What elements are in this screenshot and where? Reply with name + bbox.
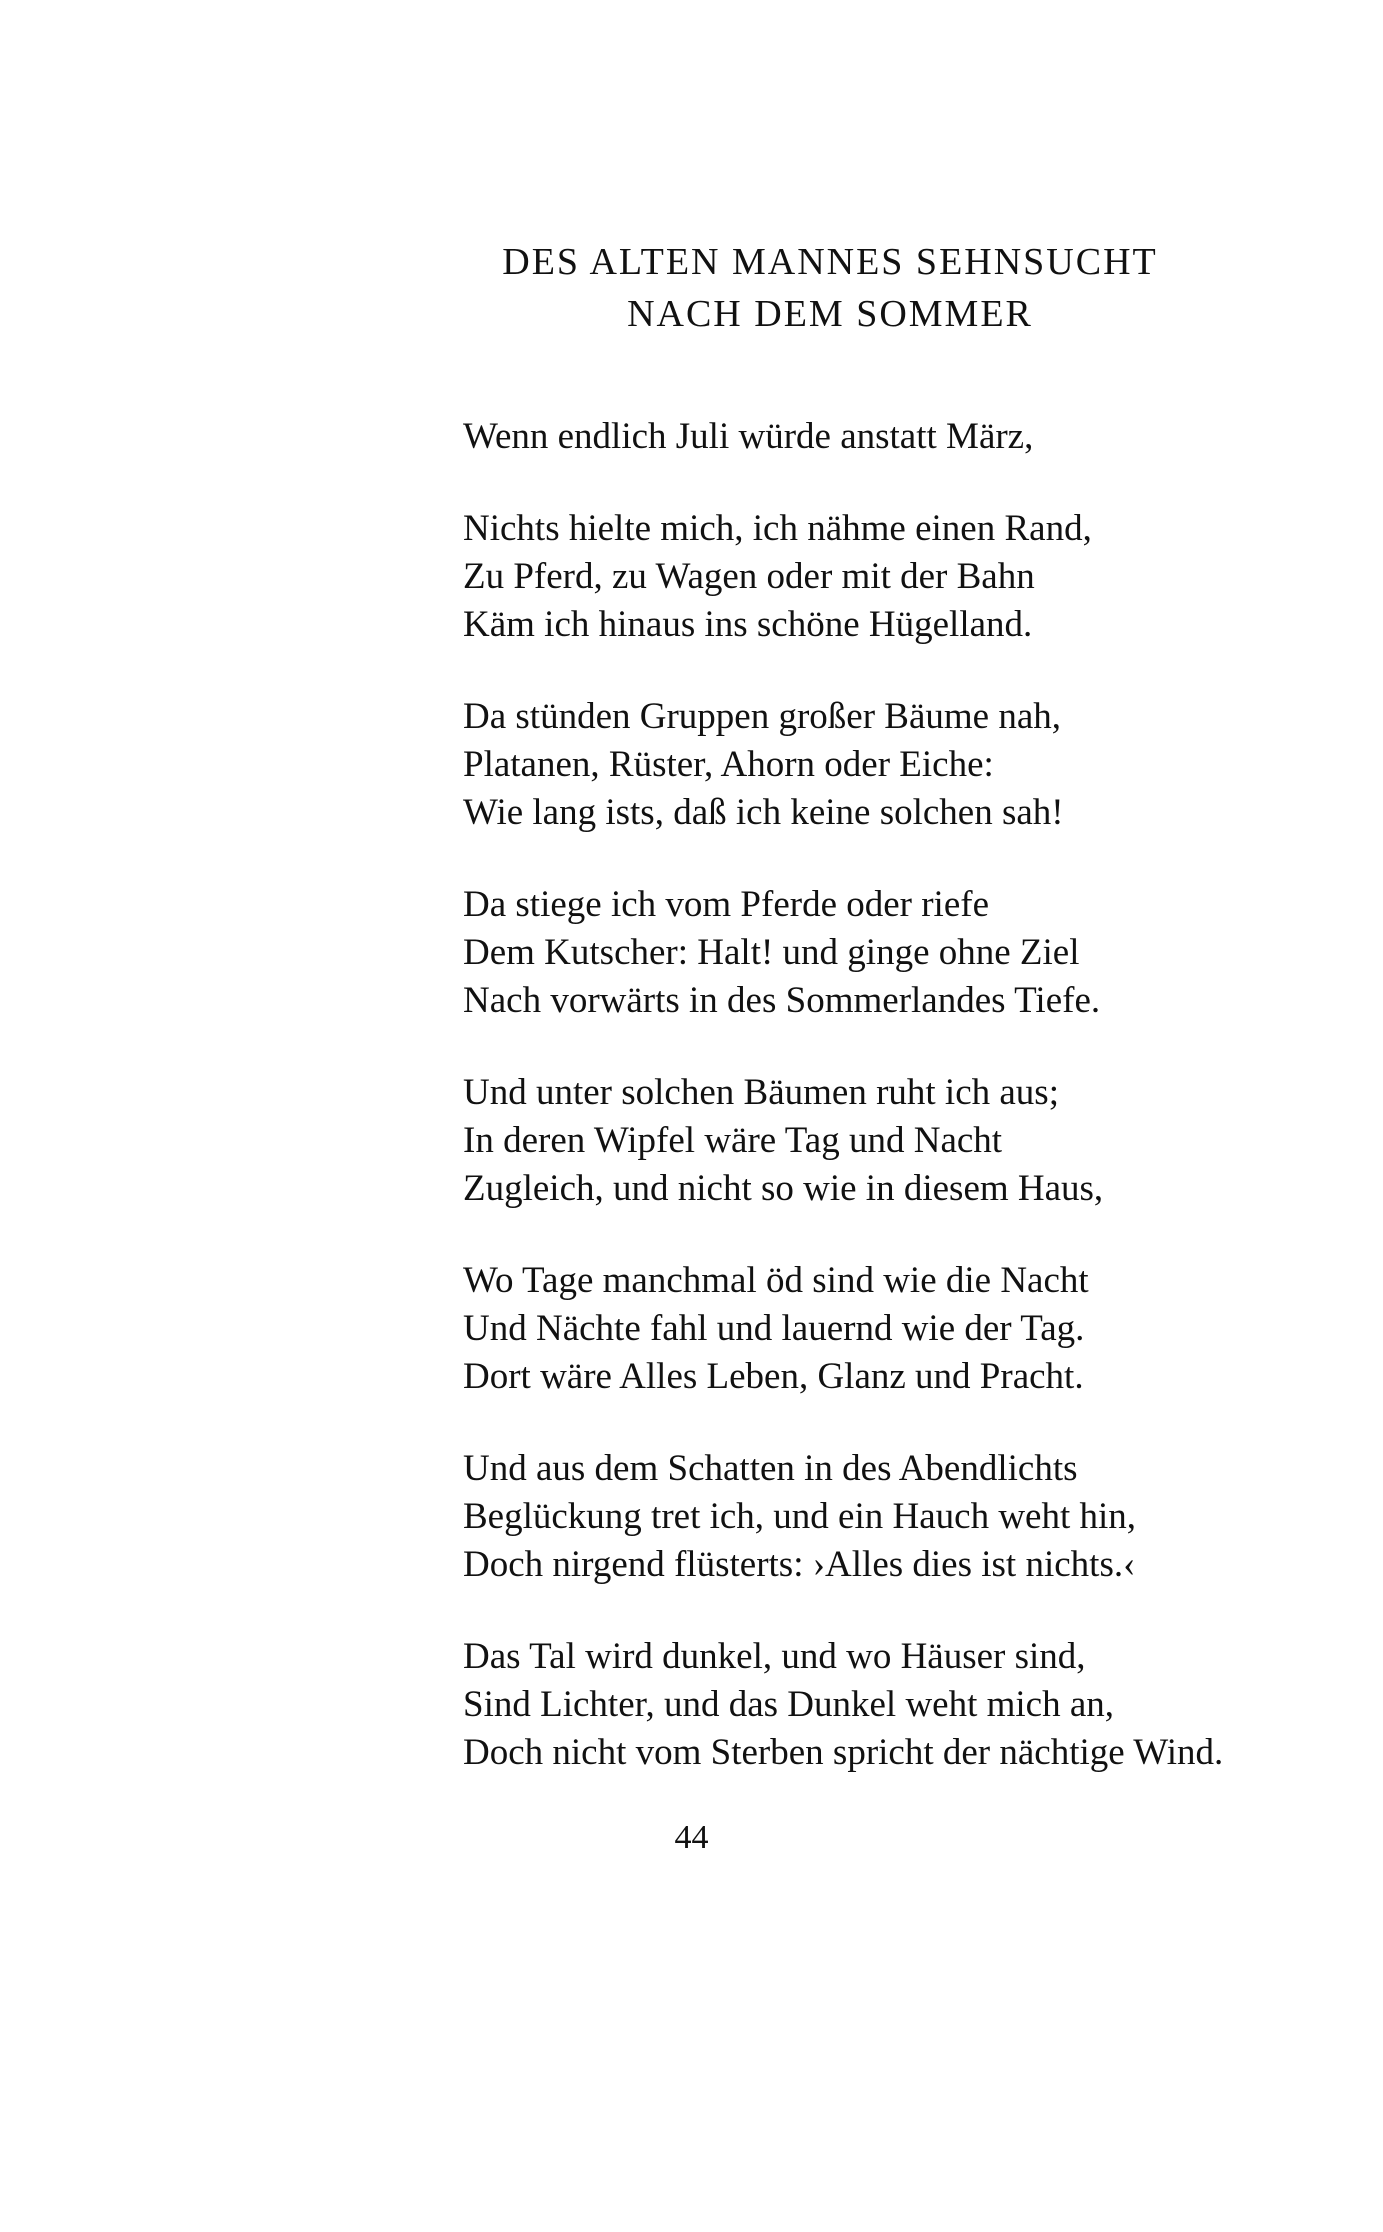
poem-line: Zu Pferd, zu Wagen oder mit der Bahn (463, 556, 1035, 597)
stanza-2 (463, 505, 1283, 649)
poem-line: Sind Lichter, und das Dunkel weht mich an, (463, 1684, 1115, 1725)
poem-line: Und Nächte fahl und lauernd wie der Tag. (463, 1308, 1085, 1349)
stanza-1 (463, 413, 1283, 461)
poem-line: Dort wäre Alles Leben, Glanz und Pracht. (463, 1356, 1084, 1397)
stanza-8 (463, 1633, 1283, 1777)
poem-title-line-2: NACH DEM SOMMER (627, 293, 1033, 335)
poem-line: Käm ich hinaus ins schöne Hügelland. (463, 604, 1033, 645)
poem-line: Platanen, Rüster, Ahorn oder Eiche: (463, 744, 994, 785)
poem-line: Doch nicht vom Sterben spricht der nächtige Wind. (463, 1732, 1224, 1773)
poem-line: Da stiege ich vom Pferde oder riefe (463, 884, 990, 925)
poem-line: Das Tal wird dunkel, und wo Häuser sind, (463, 1636, 1086, 1677)
poem-title-line-1: DES ALTEN MANNES SEHNSUCHT (502, 241, 1158, 283)
stanza-5 (463, 1069, 1283, 1213)
page-number: 44 (674, 1819, 709, 1856)
poem-title (440, 236, 1220, 340)
poem-line: Nichts hielte mich, ich nähme einen Rand, (463, 508, 1092, 549)
stanza-6 (463, 1257, 1283, 1401)
poem-line: Zugleich, und nicht so wie in diesem Haus, (463, 1168, 1104, 1209)
poem-line: Wo Tage manchmal öd sind wie die Nacht (463, 1260, 1089, 1301)
poem-line: In deren Wipfel wäre Tag und Nacht (463, 1120, 1003, 1161)
poem-line: Dem Kutscher: Halt! und ginge ohne Ziel (463, 932, 1080, 973)
poem-line: Und aus dem Schatten in des Abendlichts (463, 1448, 1078, 1489)
poem-line: Doch nirgend flüsterts: ›Alles dies ist nichts.‹ (463, 1544, 1136, 1585)
poem-line: Da stünden Gruppen großer Bäume nah, (463, 696, 1061, 737)
poem-line: Wenn endlich Juli würde anstatt März, (463, 416, 1034, 457)
poem-line: Wie lang ists, daß ich keine solchen sah! (463, 792, 1064, 833)
poem-line: Und unter solchen Bäumen ruht ich aus; (463, 1072, 1059, 1113)
poem-body (463, 413, 1283, 1821)
poem-line: Nach vorwärts in des Sommerlandes Tiefe. (463, 980, 1101, 1021)
stanza-7 (463, 1445, 1283, 1589)
stanza-3 (463, 693, 1283, 837)
poem-line: Beglückung tret ich, und ein Hauch weht hin, (463, 1496, 1137, 1537)
stanza-4 (463, 881, 1283, 1025)
